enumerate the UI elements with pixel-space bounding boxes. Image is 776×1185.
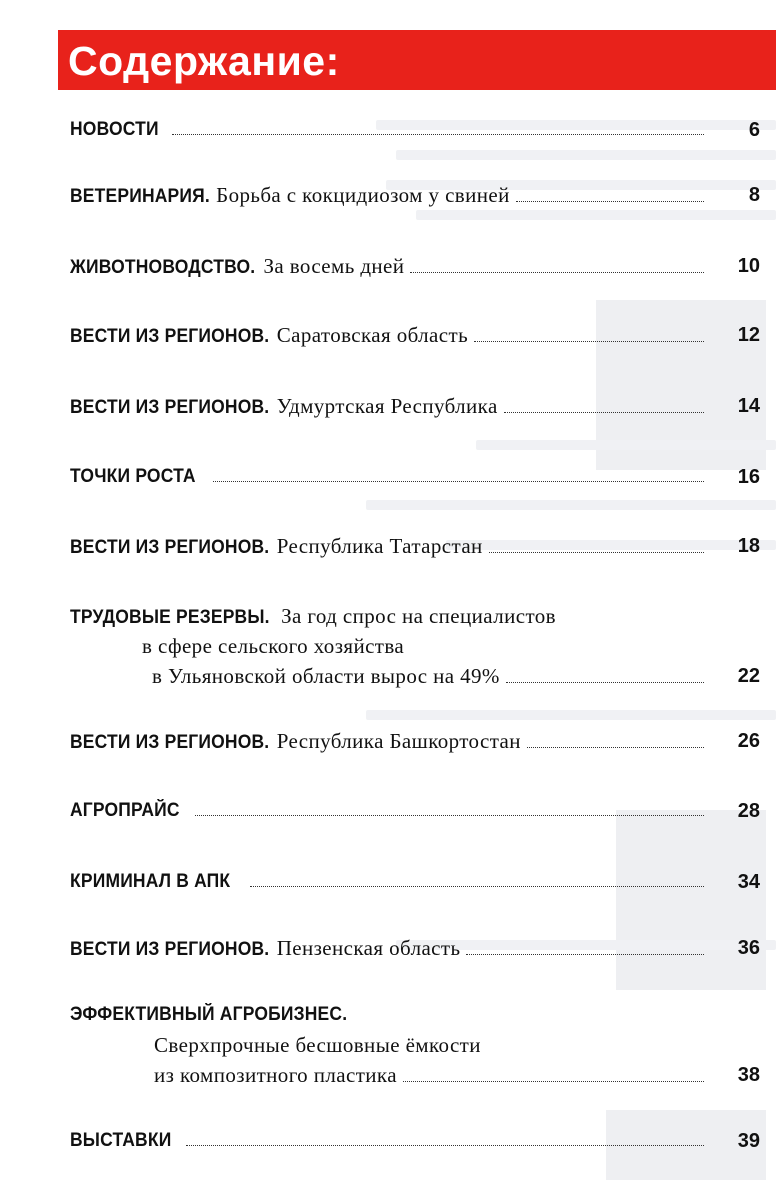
toc-entry[interactable]: [70, 601, 760, 693]
toc-rubric: ТОЧКИ РОСТА: [70, 466, 196, 487]
toc-rubric: ВЕСТИ ИЗ РЕГИОНОВ.: [70, 537, 270, 558]
toc-entry[interactable]: [70, 391, 760, 421]
toc-rubric: ТРУДОВЫЕ РЕЗЕРВЫ.: [70, 607, 270, 628]
toc-entry[interactable]: [70, 1126, 760, 1156]
toc-title: Саратовская область: [276, 323, 469, 347]
toc-entry[interactable]: [70, 796, 760, 826]
toc-title: Пензенская область: [276, 936, 461, 960]
dot-leader: [172, 134, 704, 135]
toc-title: За восемь дней: [263, 254, 405, 278]
toc-title: Республика Башкортостан: [276, 729, 521, 753]
toc-page-number: 18: [737, 535, 760, 557]
toc-entry[interactable]: [70, 1000, 760, 1092]
dot-leader: [186, 1145, 704, 1146]
dot-leader: [516, 201, 704, 202]
toc-title-line: За год спрос на специалистов: [281, 604, 556, 628]
toc-entry[interactable]: [70, 115, 760, 145]
toc-title-line: Сверхпрочные бесшовные ёмкости: [154, 1033, 481, 1057]
toc-rubric: КРИМИНАЛ В АПК: [70, 871, 231, 892]
toc-entry[interactable]: [70, 933, 760, 963]
toc-page-number: 34: [737, 871, 760, 893]
toc-rubric: ВЕСТИ ИЗ РЕГИОНОВ.: [70, 732, 270, 753]
toc-page-number: 16: [737, 466, 760, 488]
dot-leader: [213, 481, 704, 482]
toc-page-number: 26: [737, 730, 760, 752]
toc-entry[interactable]: [70, 180, 760, 210]
toc-rubric: ВЕСТИ ИЗ РЕГИОНОВ.: [70, 397, 270, 418]
toc-page-number: 22: [737, 665, 760, 687]
toc-page-number: 38: [737, 1064, 760, 1086]
toc-title-line: в сфере сельского хозяйства: [142, 634, 405, 658]
dot-leader: [506, 682, 704, 683]
toc-title-line: в Ульяновской области вырос на 49%: [152, 664, 500, 688]
toc-page-number: 28: [737, 800, 760, 822]
toc-page-number: 14: [737, 395, 760, 417]
toc-rubric: ВЕСТИ ИЗ РЕГИОНОВ.: [70, 326, 270, 347]
dot-leader: [403, 1081, 704, 1082]
dot-leader: [489, 552, 704, 553]
toc-page-number: 10: [737, 255, 760, 277]
toc-page-number: 39: [737, 1130, 760, 1152]
toc-rubric: ЭФФЕКТИВНЫЙ АГРОБИЗНЕС.: [70, 1004, 348, 1025]
toc-entry[interactable]: [70, 726, 760, 756]
toc-entry[interactable]: [70, 462, 760, 492]
toc-page-number: 12: [737, 324, 760, 346]
toc-rubric: ВЕТЕРИНАРИЯ.: [70, 186, 210, 207]
page-title: Содержание:: [68, 38, 340, 84]
dot-leader: [250, 886, 704, 887]
toc-entry[interactable]: [70, 531, 760, 561]
toc-title: Борьба с кокцидиозом у свиней: [216, 183, 510, 207]
toc-title: Удмуртская Республика: [276, 394, 498, 418]
toc-rubric: НОВОСТИ: [70, 119, 159, 140]
dot-leader: [195, 815, 704, 816]
toc-rubric: АГРОПРАЙС: [70, 800, 180, 821]
toc-page-number: 6: [748, 119, 760, 141]
dot-leader: [410, 272, 704, 273]
dot-leader: [466, 954, 704, 955]
toc-page-number: 8: [748, 184, 760, 206]
dot-leader: [474, 341, 704, 342]
toc-page-number: 36: [737, 937, 760, 959]
dot-leader: [527, 747, 704, 748]
dot-leader: [504, 412, 704, 413]
toc-rubric: ЖИВОТНОВОДСТВО.: [70, 257, 256, 278]
toc-title-line: из композитного пластика: [154, 1063, 397, 1087]
toc-rubric: ВЫСТАВКИ: [70, 1130, 172, 1151]
toc-entry[interactable]: [70, 867, 760, 897]
toc-title: Республика Татарстан: [276, 534, 483, 558]
toc-entry[interactable]: [70, 320, 760, 350]
toc-entry[interactable]: [70, 251, 760, 281]
toc-rubric: ВЕСТИ ИЗ РЕГИОНОВ.: [70, 939, 270, 960]
